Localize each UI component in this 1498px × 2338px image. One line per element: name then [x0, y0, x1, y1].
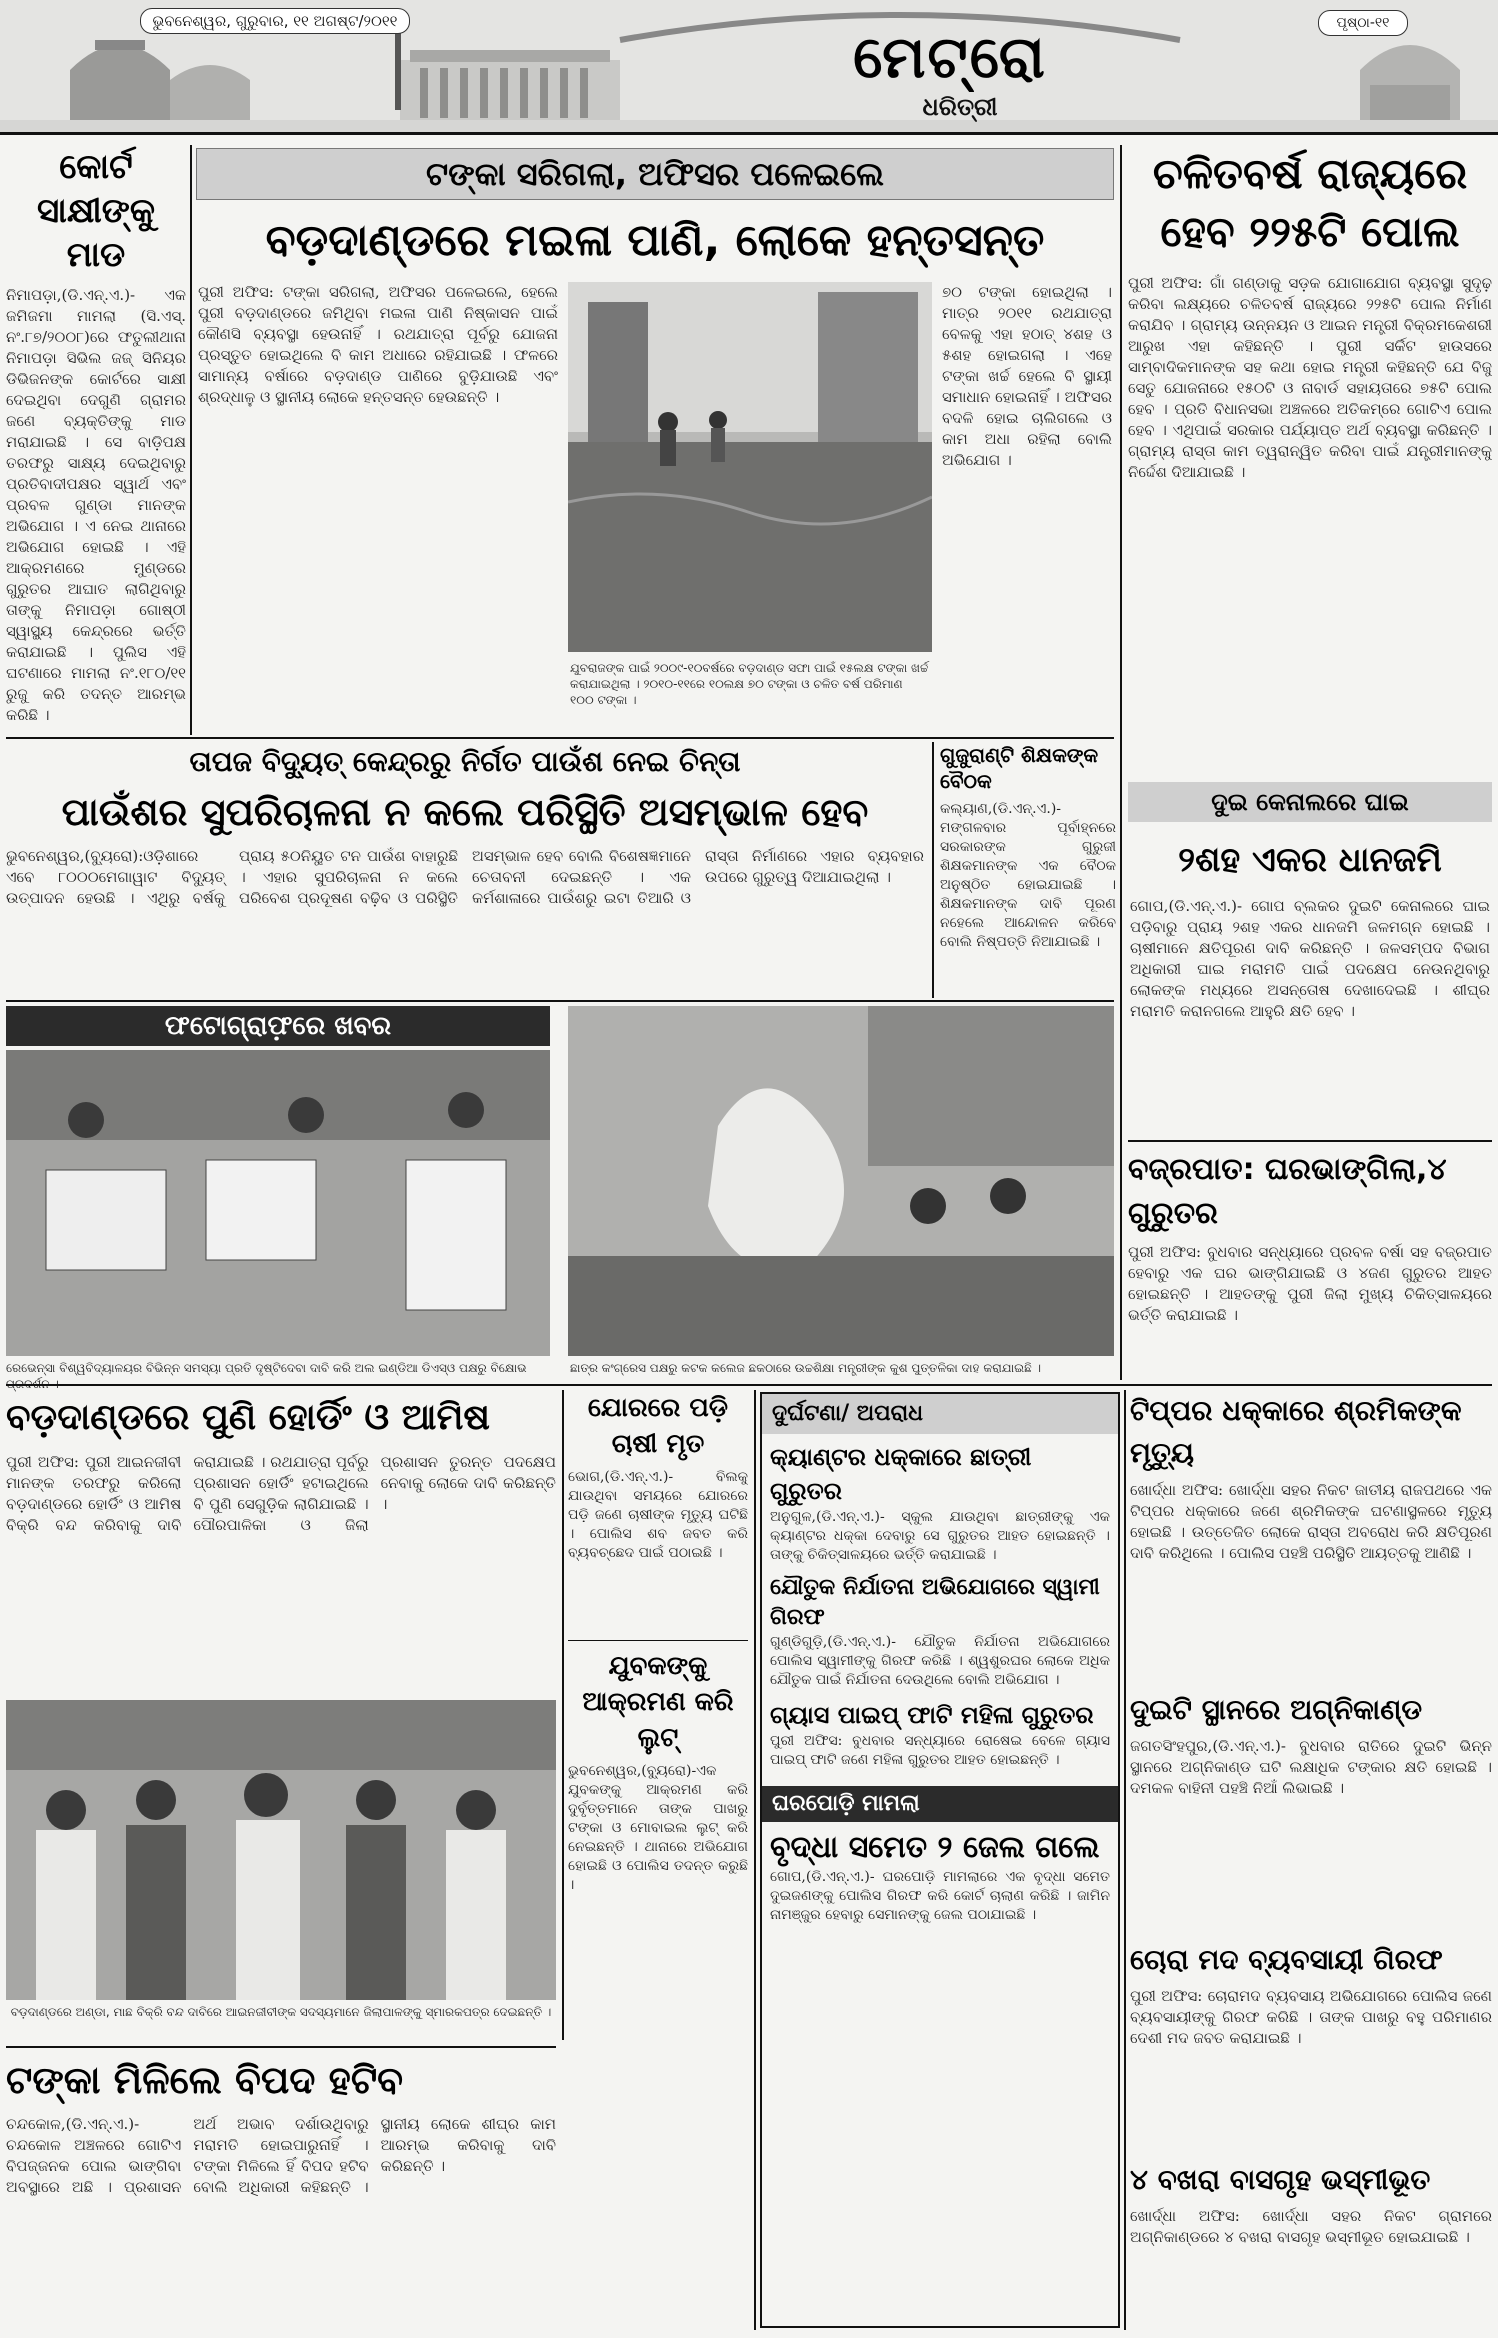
- farmer-body: ଭୋଗ,(ଡି.ଏନ୍.ଏ.)- ବିଲକୁ ଯାଉଥିବା ସମୟରେ ଯୋରରେ ପଡ଼ି ଜଣେ ଚାଷୀଙ୍କ ମୃତ୍ୟୁ ଘଟିଛି । ପୋଲିସ ଶବ ଜବତ କରି ବ୍ୟବଚ୍ଛେଦ ପାଇଁ ପଠାଇଛି ।: [568, 1469, 748, 1561]
- crime-banner: ଦୁର୍ଘଟଣା/ ଅପରାଧ: [772, 1401, 923, 1426]
- money-body: ଚନ୍ଦକୋଳ,(ଡି.ଏନ୍.ଏ.)- ଚନ୍ଦକୋଳ ଅଞ୍ଚଳରେ ଗୋଟିଏ ବିପଜ୍ଜନକ ପୋଲ ଭାଙ୍ଗିବା ଅବସ୍ଥାରେ ଅଛି । ପ୍ରଶାସନ ଅର୍ଥ ଅଭାବ ଦର୍ଶାଉଥିବାରୁ ମରାମତି ହୋଇପାରୁନାହିଁ । ଟଙ୍କା ମିଳିଲେ ହିଁ ବିପଦ ହଟିବ ବୋଲି ଅଧିକାରୀ କହିଛନ୍ତି । ସ୍ଥାନୀୟ ଲୋକେ ଶୀଘ୍ର କାମ ଆରମ୍ଭ କରିବାକୁ ଦାବି କରିଛନ୍ତି ।: [6, 2115, 556, 2196]
- aidso-protest-photo: [6, 1050, 550, 1356]
- youth-headline: ଯୁବକଙ୍କୁ ଆକ୍ରମଣ କରି ଲୁଟ୍: [582, 1651, 734, 1753]
- crime-headline-1: କ୍ୟାଣ୍ଟର ଧକ୍କାରେ ଛାତ୍ରୀ ଗୁରୁତର: [770, 1443, 1032, 1505]
- fire-headline: ଦୁଇଟି ସ୍ଥାନରେ ଅଗ୍ନିକାଣ୍ଡ: [1130, 1693, 1423, 1726]
- flooded-street-photo: [568, 282, 932, 652]
- crime-body-2: ଗୁଣ୍ଡିଗୁଡ଼ି,(ଡି.ଏନ୍.ଏ.)- ଯୌତୁକ ନିର୍ଯାତନା ଅଭିଯୋଗରେ ପୋଲିସ ସ୍ୱାମୀଙ୍କୁ ଗିରଫ କରିଛି । ଶ୍ୱଶୁରଘର ଲୋକେ ଅଧିକ ଯୌତୁକ ପାଇଁ ନିର୍ଯାତନା ଦେଉଥିଲେ ବୋଲି ଅଭିଯୋଗ ।: [770, 1634, 1110, 1688]
- canal-headline: ୨ଶହ ଏକର ଧାନଜମି: [1178, 840, 1442, 880]
- protest-banner-bar: [6, 1006, 550, 1046]
- masthead-title: ମେଟ୍ରୋ: [853, 23, 1047, 91]
- poles-headline: ଚଳିତବର୍ଷ ରାଜ୍ୟରେ ହେବ ୨୨୫ଟି ପୋଲ: [1152, 149, 1468, 256]
- section-rule: [6, 1384, 1492, 1386]
- canal-banner-bar: [1128, 782, 1492, 822]
- section-rule: [6, 2046, 556, 2048]
- power-body: ଭୁବନେଶ୍ୱର,(ବ୍ୟୁରୋ):ଓଡ଼ିଶାରେ ଏବେ ୮୦୦୦ମେଗାୱାଟ ବିଦ୍ୟୁତ୍ ଉତ୍ପାଦନ ହେଉଛି । ଏଥିରୁ ବର୍ଷକୁ ପ୍ରାୟ ୫୦ନିୟୁତ ଟନ ପାଉଁଶ ବାହାରୁଛି । ଏହାର ସୁପରିଚାଳନା ନ କଲେ ପରିବେଶ ପ୍ରଦୂଷଣ ବଢ଼ିବ ଓ ପରିସ୍ଥିତି ଅସମ୍ଭାଳ ହେବ ବୋଲି ବିଶେଷଜ୍ଞମାନେ ଚେତାବନୀ ଦେଇଛନ୍ତି । ଏକ କର୍ମଶାଳାରେ ପାଉଁଶରୁ ଇଟା ତିଆରି ଓ ରାସ୍ତା ନିର୍ମାଣରେ ଏହାର ବ୍ୟବହାର ଉପରେ ଗୁରୁତ୍ୱ ଦିଆଯାଇଥିଲା ।: [6, 847, 924, 907]
- tipper-body: ଖୋର୍ଦ୍ଧା ଅଫିସ: ଖୋର୍ଦ୍ଧା ସହର ନିକଟ ଜାତୀୟ ରାଜପଥରେ ଏକ ଟିପ୍ପର ଧକ୍କାରେ ଜଣେ ଶ୍ରମିକଙ୍କ ଘଟଣାସ୍ଥଳରେ ମୃତ୍ୟୁ ହୋଇଛି । ଉତ୍ତେଜିତ ଲୋକେ ରାସ୍ତା ଅବରୋଧ କରି କ୍ଷତିପୂରଣ ଦାବି କରିଥିଲେ । ପୋଲିସ ପହଞ୍ଚି ପରିସ୍ଥିତି ଆୟତ୍ତକୁ ଆଣିଛି ।: [1130, 1481, 1492, 1562]
- crime-body-4: ଗୋପ,(ଡି.ଏନ୍.ଏ.)- ଘରପୋଡ଼ି ମାମଲାରେ ଏକ ବୃଦ୍ଧା ସମେତ ଦୁଇଜଣଙ୍କୁ ପୋଲିସ ଗିରଫ କରି କୋର୍ଟ ଚାଲାଣ କରିଛି । ଜାମିନ ନାମଞ୍ଜୁର ହେବାରୁ ସେମାନଙ୍କୁ ଜେଲ ପଠାଯାଇଛି ।: [770, 1869, 1110, 1923]
- story-money: [6, 2052, 556, 2332]
- water-kicker: ଟଙ୍କା ସରିଗଲା, ଅଫିସର ପଳେଇଲେ: [426, 155, 884, 193]
- story-poles: [1128, 145, 1492, 765]
- section-rule: [6, 1000, 1114, 1002]
- money-headline: ଟଙ୍କା ମିଳିଲେ ବିପଦ ହଟିବ: [6, 2058, 404, 2102]
- court-headline: କୋର୍ଟ ସାକ୍ଷୀଙ୍କୁ ମାଡ: [36, 147, 156, 275]
- fire-body: ଜଗତସିଂହପୁର,(ଡି.ଏନ୍.ଏ.)- ବୁଧବାର ରାତିରେ ଦୁଇଟି ଭିନ୍ନ ସ୍ଥାନରେ ଅଗ୍ନିକାଣ୍ଡ ଘଟି ଲକ୍ଷାଧିକ ଟଙ୍କାର କ୍ଷତି ହୋଇଛି । ଦମକଳ ବାହିନୀ ପହଞ୍ଚି ନିଆଁ ଲିଭାଇଛି ।: [1130, 1737, 1492, 1797]
- story-fire: [1130, 1690, 1492, 1930]
- story-youth: [568, 1648, 748, 2328]
- water-kicker-bar: [196, 148, 1114, 200]
- story-thunder: [1128, 1148, 1492, 1378]
- column-rule: [932, 742, 934, 998]
- masthead-subtitle: ଧରିତ୍ରୀ: [922, 93, 998, 121]
- tipper-headline: ଟିପ୍ପର ଧକ୍କାରେ ଶ୍ରମିକଙ୍କ ମୃତ୍ୟୁ: [1130, 1394, 1462, 1469]
- page-number: ପୃଷ୍ଠା-୧୧: [1318, 10, 1408, 36]
- crime-body-3: ପୁରୀ ଅଫିସ: ବୁଧବାର ସନ୍ଧ୍ୟାରେ ରୋଷେଇ ବେଳେ ଗ୍ୟାସ ପାଇପ୍ ଫାଟି ଜଣେ ମହିଳା ଗୁରୁତର ଆହତ ହୋଇଛନ୍ତି ।: [770, 1733, 1110, 1768]
- lawyers-image: [6, 1700, 556, 2000]
- column-rule: [190, 145, 192, 735]
- protest-banner: ଫଟୋଗ୍ରାଫ଼ରେ ଖବର: [164, 1011, 392, 1041]
- lawyers-photo: [6, 1700, 556, 2000]
- aidso-protest-image: [6, 1050, 550, 1356]
- liquor-body: ପୁରୀ ଅଫିସ: ଚୋରାମଦ ବ୍ୟବସାୟ ଅଭିଯୋଗରେ ପୋଲିସ ଜଣେ ବ୍ୟବସାୟୀଙ୍କୁ ଗିରଫ କରିଛି । ତାଙ୍କ ପାଖରୁ ବହୁ ପରିମାଣର ଦେଶୀ ମଦ ଜବତ କରାଯାଇଛି ।: [1130, 1987, 1492, 2047]
- story-bus: [1130, 2160, 1492, 2330]
- teachers-headline: ଗୁଜୁରାଣ୍ଟି ଶିକ୍ଷକଙ୍କ ବୈଠକ: [940, 743, 1099, 793]
- crime-headline-3: ଗ୍ୟାସ ପାଇପ୍ ଫାଟି ମହିଳା ଗୁରୁତର: [770, 1701, 1094, 1729]
- court-body: ନିମାପଡ଼ା,(ଡି.ଏନ୍.ଏ.)- ଏକ ଜମିଜମା ମାମଲା (ସି.ଏସ୍. ନଂ.୮୭/୨୦୦୮)ରେ ଫତୁଲୀଥାନା ନିମାପଡ଼ା ସିଭିଲ ଜଜ୍ ସିନିୟର ଡିଭିଜନଙ୍କ କୋର୍ଟରେ ସାକ୍ଷୀ ଦେଇଥିବା ଦେଗୁଣି ଗ୍ରାମର ଜଣେ ବ୍ୟକ୍ତିଙ୍କୁ ମାଡ ମରାଯାଇଛି । ସେ ବାଡ଼ିପକ୍ଷ ତରଫରୁ ସାକ୍ଷ୍ୟ ଦେଇଥିବାରୁ ପ୍ରତିବାଦୀପକ୍ଷର ସ୍ୱାର୍ଥ ଏବଂ ପ୍ରବଳ ଗୁଣ୍ଡା ମାନଙ୍କ ଅଭିଯୋଗ । ଏ ନେଇ ଥାନାରେ ଅଭିଯୋଗ ହୋଇଛି । ଏହି ଆକ୍ରମଣରେ ମୁଣ୍ଡରେ ଗୁରୁତର ଆଘାତ ଲାଗିଥିବାରୁ ତାଙ୍କୁ ନିମାପଡ଼ା ଗୋଷ୍ଠୀ ସ୍ୱାସ୍ଥ୍ୟ କେନ୍ଦ୍ରରେ ଭର୍ତ୍ତି କରାଯାଇଛି । ପୁଲିସ ଏହି ଘଟଣାରେ ମାମଲା ନଂ.୧୮୦/୧୧ ରୁଜୁ କରି ତଦନ୍ତ ଆରମ୍ଭ କରିଛି ।: [6, 286, 186, 724]
- masthead: [0, 0, 1498, 135]
- hoarding-body: ପୁରୀ ଅଫିସ: ପୁରୀ ଆଇନଜୀବୀ ମାନଙ୍କ ତରଫରୁ କରିଲୋ ବଡ଼ଦାଣ୍ଡରେ ହୋର୍ଡିଂ ଓ ଆମିଷ ବିକ୍ରି ବନ୍ଦ କରିବାକୁ ଦାବି କରାଯାଇଛି । ରଥଯାତ୍ରା ପୂର୍ବରୁ ପ୍ରଶାସନ ହୋର୍ଡିଂ ହଟାଇଥିଲେ ବି ପୁଣି ସେଗୁଡ଼ିକ ଲାଗିଯାଇଛି । ପୌରପାଳିକା ଓ ଜିଲା ପ୍ରଶାସନ ତୁରନ୍ତ ପଦକ୍ଷେପ ନେବାକୁ ଲୋକେ ଦାବି କରିଛନ୍ତି ।: [6, 1453, 556, 1534]
- protest-caption-left: ରେଭେନ୍ସା ବିଶ୍ୱବିଦ୍ୟାଳୟର ବିଭିନ୍ନ ସମସ୍ୟା ପ୍ରତି ଦୃଷ୍ଟିଦେବା ଦାବି କରି ଅଲ ଇଣ୍ଡିଆ ଡିଏସ୍ଓ ପକ୍ଷରୁ ବିକ୍ଷୋଭ: [6, 1361, 527, 1375]
- story-teachers: [940, 742, 1116, 998]
- section-rule: [1128, 1140, 1492, 1142]
- canal-body: ଗୋପ,(ଡି.ଏନ୍.ଏ.)- ଗୋପ ବ୍ଲକର ଦୁଇଟି କେନାଲରେ ଘାଇ ପଡ଼ିବାରୁ ପ୍ରାୟ ୨ଶହ ଏକର ଧାନଜମି ଜଳମଗ୍ନ ହୋଇଛି । ଚାଷୀମାନେ କ୍ଷତିପୂରଣ ଦାବି କରିଛନ୍ତି । ଜଳସମ୍ପଦ ବିଭାଗ ଅଧିକାରୀ ଘାଇ ମରାମତି ପାଇଁ ପଦକ୍ଷେପ ନେଉନଥିବାରୁ ଲୋକଙ୍କ ମଧ୍ୟରେ ଅସନ୍ତୋଷ ଦେଖାଦେଇଛି । ଶୀଘ୍ର ମରାମତି କରାନଗଲେ ଆହୁରି କ୍ଷତି ହେବ ।: [1130, 897, 1490, 1020]
- protest-caption-right: ଛାତ୍ର କଂଗ୍ରେସ ପକ୍ଷରୁ କଟକ କଲେଜ ଛକଠାରେ ଉଚ୍ଚଶିକ୍ଷା ମନ୍ତ୍ରୀଙ୍କ କୁଶ ପୁତ୍ତଳିକା ଦାହ କରାଯାଇଛି ।: [570, 1361, 1041, 1375]
- teachers-body: କଲ୍ୟାଣ,(ଡି.ଏନ୍.ଏ.)- ମଙ୍ଗଳବାର ପୂର୍ବାହ୍ନରେ ସରକାରଙ୍କ ଗୁରୁଜୀ ଶିକ୍ଷକମାନଙ୍କ ଏକ ବୈଠକ ଅନୁଷ୍ଠିତ ହୋଇଯାଇଛି । ଶିକ୍ଷକମାନଙ୍କ ଦାବି ପୂରଣ ନହେଲେ ଆନ୍ଦୋଳନ କରିବେ ବୋଲି ନିଷ୍ପତ୍ତି ନିଆଯାଇଛି ।: [940, 801, 1116, 950]
- story-tipper: [1130, 1390, 1492, 1680]
- water-body-right: ୭୦ ଟଙ୍କା ହୋଇଥିଲା । ମାତ୍ର ୨୦୧୧ ରଥଯାତ୍ରା ବେଳକୁ ଏହା ହଠାତ୍ ୪ଶହ ଓ ୫ଶହ ହୋଇଗଲା । ଏହେ ଟଙ୍କା ଖର୍ଚ୍ଚ ହେଲେ ବି ସ୍ଥାୟୀ ସମାଧାନ ହୋଇନାହିଁ । ଅଫିସର ବଦଳି ହୋଇ ଚାଲିଗଲେ ଓ କାମ ଅଧା ରହିଲା ବୋଲି ଅଭିଯୋଗ ।: [942, 283, 1112, 469]
- flooded-street-image: [568, 282, 932, 652]
- hoarding-headline: ବଡ଼ଦାଣ୍ଡରେ ପୁଣି ହୋର୍ଡିଂ ଓ ଆମିଷ: [6, 1397, 491, 1438]
- bus-body: ଖୋର୍ଦ୍ଧା ଅଫିସ: ଖୋର୍ଦ୍ଧା ସହର ନିକଟ ଗ୍ରାମରେ ଅଗ୍ନିକାଣ୍ଡରେ ୪ ବଖରା ବାସଗୃହ ଭସ୍ମୀଭୂତ ହୋଇଯାଇଛି ।: [1130, 2207, 1492, 2246]
- arson-banner-bar: [762, 1786, 1118, 1822]
- column-rule: [754, 1390, 756, 2330]
- water-body-left: ପୁରୀ ଅଫିସ: ଟଙ୍କା ସରିଗଲା, ଅଫିସର ପଳେଇଲେ, ହେଲେ ପୁରୀ ବଡ଼ଦାଣ୍ଡରେ ଜମିଥିବା ମଇଳା ପାଣି ନିଷ୍କାସନ ପାଇଁ କୌଣସି ବ୍ୟବସ୍ଥା ହେଉନାହିଁ । ରଥଯାତ୍ରା ପୂର୍ବରୁ ଯୋଜନା ପ୍ରସ୍ତୁତ ହୋଇଥିଲେ ବି କାମ ଅଧାରେ ରହିଯାଇଛି । ଫଳରେ ସାମାନ୍ୟ ବର୍ଷାରେ ବଡ଼ଦାଣ୍ଡ ପାଣିରେ ବୁଡ଼ିଯାଉଛି ଏବଂ ଶ୍ରଦ୍ଧାଳୁ ଓ ସ୍ଥାନୀୟ ଲୋକେ ହନ୍ତସନ୍ତ ହେଉଛନ୍ତି ।: [198, 283, 558, 406]
- bus-headline: ୪ ବଖରା ବାସଗୃହ ଭସ୍ମୀଭୂତ: [1130, 2163, 1431, 2196]
- crime-headline-4: ବୃଦ୍ଧା ସମେତ ୨ ଜେଲ ଗଲେ: [770, 1830, 1100, 1865]
- liquor-headline: ଚୋରା ମଦ ବ୍ୟବସାୟୀ ଗିରଫ: [1130, 1943, 1443, 1976]
- story-hoarding: [6, 1390, 556, 1690]
- power-kicker: ତାପଜ ବିଦ୍ୟୁତ୍ କେନ୍ଦ୍ରରୁ ନିର୍ଗତ ପାଉଁଶ ନେଇ ଚିନ୍ତା: [189, 745, 741, 778]
- dateline: ଭୁବନେଶ୍ୱର, ଗୁରୁବାର, ୧୧ ଅଗଷ୍ଟ/୨୦୧୧: [140, 8, 410, 34]
- poles-body: ପୁରୀ ଅଫିସ: ଗାଁ ଗଣ୍ଡାକୁ ସଡ଼କ ଯୋଗାଯୋଗ ବ୍ୟବସ୍ଥା ସୁଦୃଢ଼ କରିବା ଲକ୍ଷ୍ୟରେ ଚଳିତବର୍ଷ ରାଜ୍ୟରେ ୨୨୫ଟି ପୋଲ ନିର୍ମାଣ କରାଯିବ । ଗ୍ରାମ୍ୟ ଉନ୍ନୟନ ଓ ଆଇନ ମନ୍ତ୍ରୀ ବିକ୍ରମକେଶରୀ ଆରୁଖ ଏହା କହିଛନ୍ତି । ପୁରୀ ସର୍କିଟ ହାଉସରେ ସାମ୍ବାଦିକମାନଙ୍କ ସହ କଥା ହୋଇ ମନ୍ତ୍ରୀ କହିଛନ୍ତି ଯେ ବିଜୁ ସେତୁ ଯୋଜନାରେ ୧୫୦ଟି ଓ ନାବାର୍ଡ ସହାୟତାରେ ୭୫ଟି ପୋଲ ହେବ । ପ୍ରତି ବିଧାନସଭା ଅଞ୍ଚଳରେ ଅତିକମ୍ରେ ଗୋଟିଏ ପୋଲ ହେବ । ଏଥିପାଇଁ ସରକାର ପର୍ଯ୍ୟାପ୍ତ ଅର୍ଥ ବ୍ୟବସ୍ଥା କରିଛନ୍ତି । ଗ୍ରାମ୍ୟ ରାସ୍ତା କାମ ତ୍ୱରାନ୍ୱିତ କରିବା ପାଇଁ ଯନ୍ତ୍ରୀମାନଙ୍କୁ ନିର୍ଦ୍ଦେଶ ଦିଆଯାଇଛି ।: [1128, 274, 1492, 481]
- power-headline: ପାଉଁଶର ସୁପରିଚାଳନା ନ କଲେ ପରିସ୍ଥିତି ଅସମ୍ଭାଳ ହେବ: [61, 790, 869, 834]
- section-rule: [6, 737, 1114, 739]
- crime-box: [760, 1392, 1120, 2328]
- hoarding-caption: ବଡ଼ଦାଣ୍ଡରେ ଅଣ୍ଡା, ମାଛ ବିକ୍ରି ବନ୍ଦ ଦାବିରେ ଆଇନଜୀବୀଙ୍କ ସଦସ୍ୟମାନେ ଜିଲାପାଳଙ୍କୁ ସ୍ମାରକପତ୍ର ଦେଇଛନ୍ତି ।: [10, 2005, 552, 2019]
- story-farmer: [568, 1390, 748, 1630]
- story-court: [6, 145, 186, 735]
- water-photo-caption: ଯୁବରାଜଙ୍କ ପାଇଁ ୨୦୦୯-୧୦ବର୍ଷରେ ବଡ଼ଦାଣ୍ଡ ସଫା ପାଇଁ ୧୫ଲକ୍ଷ ଟଙ୍କା ଖର୍ଚ୍ଚ କରାଯାଇଥିଲା । ୨୦୧୦-୧୧ରେ ୧୦ଲକ୍ଷ ୭୦ ଟଙ୍କା ଓ ଚଳିତ ବର୍ଷ ପରିମାଣ ୧୦୦ ଟଙ୍କା ।: [570, 661, 929, 707]
- column-rule: [1120, 145, 1122, 1380]
- section-rule: [568, 1640, 748, 1641]
- thunder-body: ପୁରୀ ଅଫିସ: ବୁଧବାର ସନ୍ଧ୍ୟାରେ ପ୍ରବଳ ବର୍ଷା ସହ ବଜ୍ରପାତ ହେବାରୁ ଏକ ଘର ଭାଙ୍ଗିଯାଇଛି ଓ ୪ଜଣ ଗୁରୁତର ଆହତ ହୋଇଛନ୍ତି । ଆହତଙ୍କୁ ପୁରୀ ଜିଲା ମୁଖ୍ୟ ଚିକିତ୍ସାଳୟରେ ଭର୍ତ୍ତି କରାଯାଇଛି ।: [1128, 1243, 1492, 1324]
- story-liquor: [1130, 1940, 1492, 2150]
- canal-banner: ଦୁଇ କେନାଲରେ ଘାଇ: [1211, 788, 1409, 816]
- column-rule: [562, 1390, 564, 2040]
- crime-headline-2: ଯୌତୁକ ନିର୍ଯାତନା ଅଭିଯୋଗରେ ସ୍ୱାମୀ ଗିରଫ: [770, 1575, 1100, 1630]
- effigy-burning-image: [568, 1006, 1114, 1356]
- farmer-headline: ଯୋରରେ ପଡ଼ି ଚାଷୀ ମୃତ: [587, 1393, 729, 1459]
- water-headline: ବଡ଼ଦାଣ୍ଡରେ ମଇଳା ପାଣି, ଲୋକେ ହନ୍ତସନ୍ତ: [265, 215, 1045, 266]
- thunder-headline: ବଜ୍ରପାତ: ଘରଭାଙ୍ଗିଲା,୪ ଗୁରୁତର: [1128, 1152, 1447, 1231]
- arson-banner: ଘରପୋଡ଼ି ମାମଲା: [772, 1791, 920, 1816]
- crime-banner-bar: [762, 1394, 1118, 1434]
- crime-body-1: ଅନୁଗୁଳ,(ଡି.ଏନ୍.ଏ.)- ସ୍କୁଲ ଯାଉଥିବା ଛାତ୍ରୀଙ୍କୁ ଏକ କ୍ୟାଣ୍ଟର ଧକ୍କା ଦେବାରୁ ସେ ଗୁରୁତର ଆହତ ହୋଇଛନ୍ତି । ତାଙ୍କୁ ଚିକିତ୍ସାଳୟରେ ଭର୍ତ୍ତି କରାଯାଇଛି ।: [770, 1509, 1110, 1563]
- effigy-burning-photo: [568, 1006, 1114, 1356]
- youth-body: ଭୁବନେଶ୍ୱର,(ବ୍ୟୁରୋ)-ଏକ ଯୁବକଙ୍କୁ ଆକ୍ରମଣ କରି ଦୁର୍ବୃତ୍ତମାନେ ତାଙ୍କ ପାଖରୁ ଟଙ୍କା ଓ ମୋବାଇଲ ଲୁଟ୍ କରି ନେଇଛନ୍ତି । ଥାନାରେ ଅଭିଯୋଗ ହୋଇଛି ଓ ପୋଲିସ ତଦନ୍ତ କରୁଛି ।: [568, 1763, 748, 1893]
- column-rule: [1124, 1390, 1126, 2330]
